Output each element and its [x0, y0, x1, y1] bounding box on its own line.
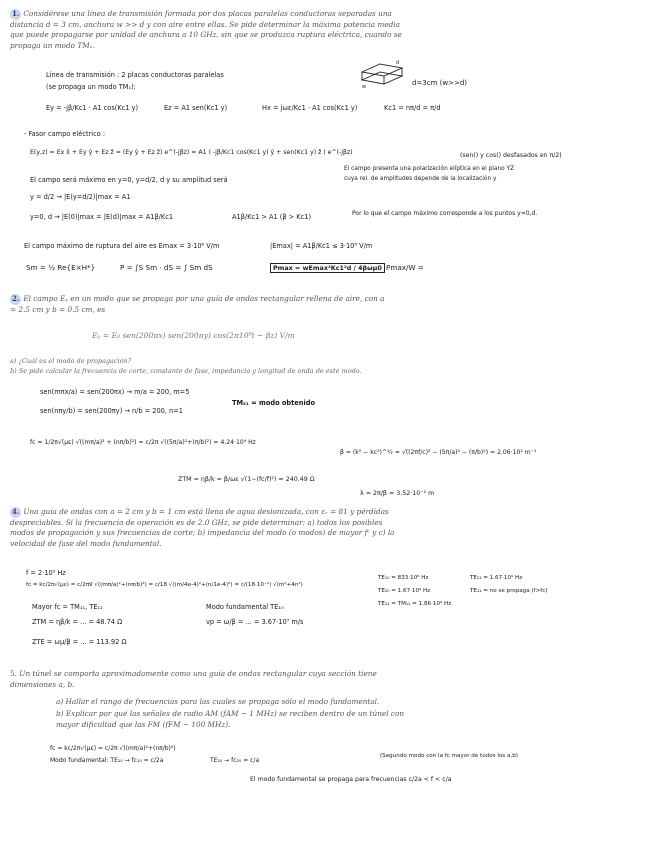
note-equation: fc = kc/2π√(με) = c/2π √((mπ/a)²+(nπ/b)²) [50, 745, 176, 752]
note-heading: Línea de transmisión : 2 placas conductoras paralelas [46, 71, 224, 79]
note-equation: A1β/Kc1 > A1 (β > Kc1) [232, 213, 312, 221]
svg-text:w: w [362, 84, 367, 90]
note-line: El modo fundamental se propaga para frecuencias c/2a < f < c/a [250, 776, 452, 783]
note-result: TE₂₀ = 1.67·10⁹ Hz [378, 588, 431, 594]
note-equation: Ey = -jβ/Kc1 · A1 cos(Kc1 y) [46, 104, 139, 112]
note-equation: fc = kc/2π√(με) = c/2π9 √((mπ/a)²+(nπ/b)²) = c/18 √((m/4e-4)²+(n/1e-4)²) = c/(18·10⁻²) √(m²+4n²) [26, 582, 303, 588]
problem-2-statement [10, 294, 390, 315]
problem-text: Considérese una línea de transmisión formada por dos placas paralelas conductoras separadas una distancia d = 3 cm, anchura w >> d y con aire entre ellas. Se pide determinar la máxima potencia media que puede propagarse por unidad de anchura a 10 GHz, sin que se produzca ruptura eléctrica, cuando se propaga un modo TM₁. [10, 9, 402, 50]
note-equation: β = (k² − kc²)^½ = √((2πf/c)² − (5π/a)² − (π/b)²) = 2.06·10² m⁻¹ [340, 449, 537, 456]
note-result: TE₁₀ = 833·10⁶ Hz [378, 575, 429, 581]
note-line: f = 2·10⁹ Hz [26, 569, 66, 577]
problem-text: Una guía de ondas con a = 2 cm y b = 1 cm está llena de agua desionizada, con εᵣ = 81 y pérdidas despreciables. Si la frecuencia de operación es de 2.0 GHz, se pide determinar: a) todos los posibles modos de propagación y sus frecuencias de corte; b) impedancia del modo (o modos) de mayor fᶜ y c) la velocidad de fase del modo fundamental. [10, 507, 395, 548]
problem-2-field-equation: Eᵧ = E₀ sen(200πx) sen(200πy) cos(2π10⁹t − βz) V/m [92, 331, 295, 340]
svg-text:d: d [396, 60, 400, 66]
note-line: cuya rel. de amplitudes depende de la localización y [344, 176, 497, 182]
note-line: El campo será máximo en y=0, y=d/2, d y su amplitud será [30, 176, 228, 184]
problem-4-statement [10, 507, 405, 549]
note-equation: ZTE = ωμ/β = ... = 113.92 Ω [32, 638, 127, 646]
note-equation: sen(mπx/a) = sen(200πx) → m/a = 200, m=5 [40, 388, 190, 396]
problem-5-item-a: a) Hallar el rango de frecuencias para las cuales se propaga sólo el modo fundamental. [56, 697, 380, 706]
problem-number: 5. [10, 669, 17, 678]
problem-text: Un túnel se comporta aproximadamente como una guía de ondas rectangular cuya sección tiene dimensiones a, b. [10, 669, 377, 689]
note-line: (sen() y cos() desfasados en π/2) [460, 152, 562, 159]
note-line: Mayor fc = TM₁₁, TE₁₁ [32, 603, 103, 611]
note-line: (se propaga un modo TM₁): [46, 83, 136, 91]
problem-number-badge: 1. [12, 9, 20, 18]
problem-text: El campo Eᵧ en un modo que se propaga por una guía de ondas rectangular rellena de aire, con a = 2.5 cm y b = 0.5 cm, es [10, 294, 385, 314]
note-equation: Modo fundamental: TE₁₀ → fc₁₀ = c/2a [50, 757, 164, 764]
note-equation: y = d/2 → |E(y=d/2)|max = A1 [30, 193, 131, 201]
note-result: Pmax = wEmax²Kc1²d / 4βωμ0 [270, 264, 385, 272]
note-line: Modo fundamental TE₁₀ [206, 603, 284, 611]
note-line: El campo máximo de ruptura del aire es Emax = 3·10⁶ V/m [24, 242, 220, 250]
note-equation: E(y,z) = Ex x̂ + Ey ŷ + Ez ẑ = (Ey ŷ + Ez ẑ) e^(-jβz) = A1 ( -jβ/Kc1 cos(Kc1 y) ŷ + sen(Kc1 y) ẑ ) e^(-jβz) [30, 149, 353, 156]
note-equation: Pmax/W = [386, 263, 424, 272]
problem-number-badge: 4. [12, 507, 20, 516]
note-equation: TE₂₀ → fc₂₀ = c/a [210, 757, 260, 764]
note-equation: Ez = A1 sen(Kc1 y) [164, 104, 228, 112]
note-equation: |Emax| = A1β/Kc1 ≤ 3·10⁶ V/m [270, 242, 373, 250]
problem-5-item-b: b) Explicar por qué las señales de radio AM (fAM ~ 1 MHz) se reciben dentro de un túnel con mayor dificultad que las FM (fFM ~ 100 MHz). [56, 709, 405, 729]
note-equation: P = ∫S Sm · dS = ∫ Sm dS [120, 263, 213, 272]
note-equation: fc = 1/2π√(με) √((mπ/a)² + (nπ/b)²) = c/2π √((5π/a)²+(π/b)²) = 4.24·10⁹ Hz [30, 439, 256, 446]
parallel-plates-sketch [360, 58, 404, 90]
note-result: TE₀₁ = 1.67·10⁹ Hz [470, 575, 523, 581]
question-a: a) ¿Cuál es el modo de propagación? [10, 357, 132, 365]
note-equation: λ = 2π/β = 3.52·10⁻² m [360, 490, 435, 497]
note-equation: vp = ω/β = ... = 3.67·10⁷ m/s [206, 618, 304, 626]
note-dimensions: d=3cm (w>>d) [412, 79, 468, 87]
problem-number-badge: 2. [12, 294, 20, 303]
problem-5-statement [10, 669, 415, 690]
note-equation: ZTM = ηβ/k = ... = 48.74 Ω [32, 618, 123, 626]
note-result: TE₁₁ = no se propaga (f>fc) [470, 588, 548, 594]
note-result: TM₅₁ = modo obtenido [232, 399, 315, 407]
note-line: - Fasor campo eléctrico : [24, 130, 106, 138]
note-line: (Segundo modo con la fc mayor de todos los a,b) [380, 753, 518, 759]
note-equation: Hx = jωε/Kc1 · A1 cos(Kc1 y) [262, 104, 358, 112]
note-equation: ZTM = ηβ/k = β/ωε √(1−(fc/f)²) = 240.49 Ω [178, 476, 315, 483]
note-equation: Kc1 = nπ/d = π/d [384, 104, 441, 112]
note-equation: y=0, d → |E(0)|max = |E(d)|max = A1β/Kc1 [30, 213, 174, 221]
note-equation: sen(nπy/b) = sen(200πy) → n/b = 200, n=1 [40, 407, 183, 415]
problem-1-statement [10, 9, 410, 51]
note-line: El campo presenta una polarización elíptica en el plano YZ [344, 166, 515, 172]
question-b: b) Se pide calcular la frecuencia de corte, constante de fase, impedancia y longitud de onda de este modo. [10, 367, 362, 375]
note-line: Por lo que el campo máximo corresponde a los puntos y=0,d. [352, 210, 538, 217]
note-equation: Sm = ½ Re{E×H*} [26, 263, 96, 272]
note-result: TE₁₁ = TM₁₁ = 1.86·10⁹ Hz [378, 601, 452, 607]
